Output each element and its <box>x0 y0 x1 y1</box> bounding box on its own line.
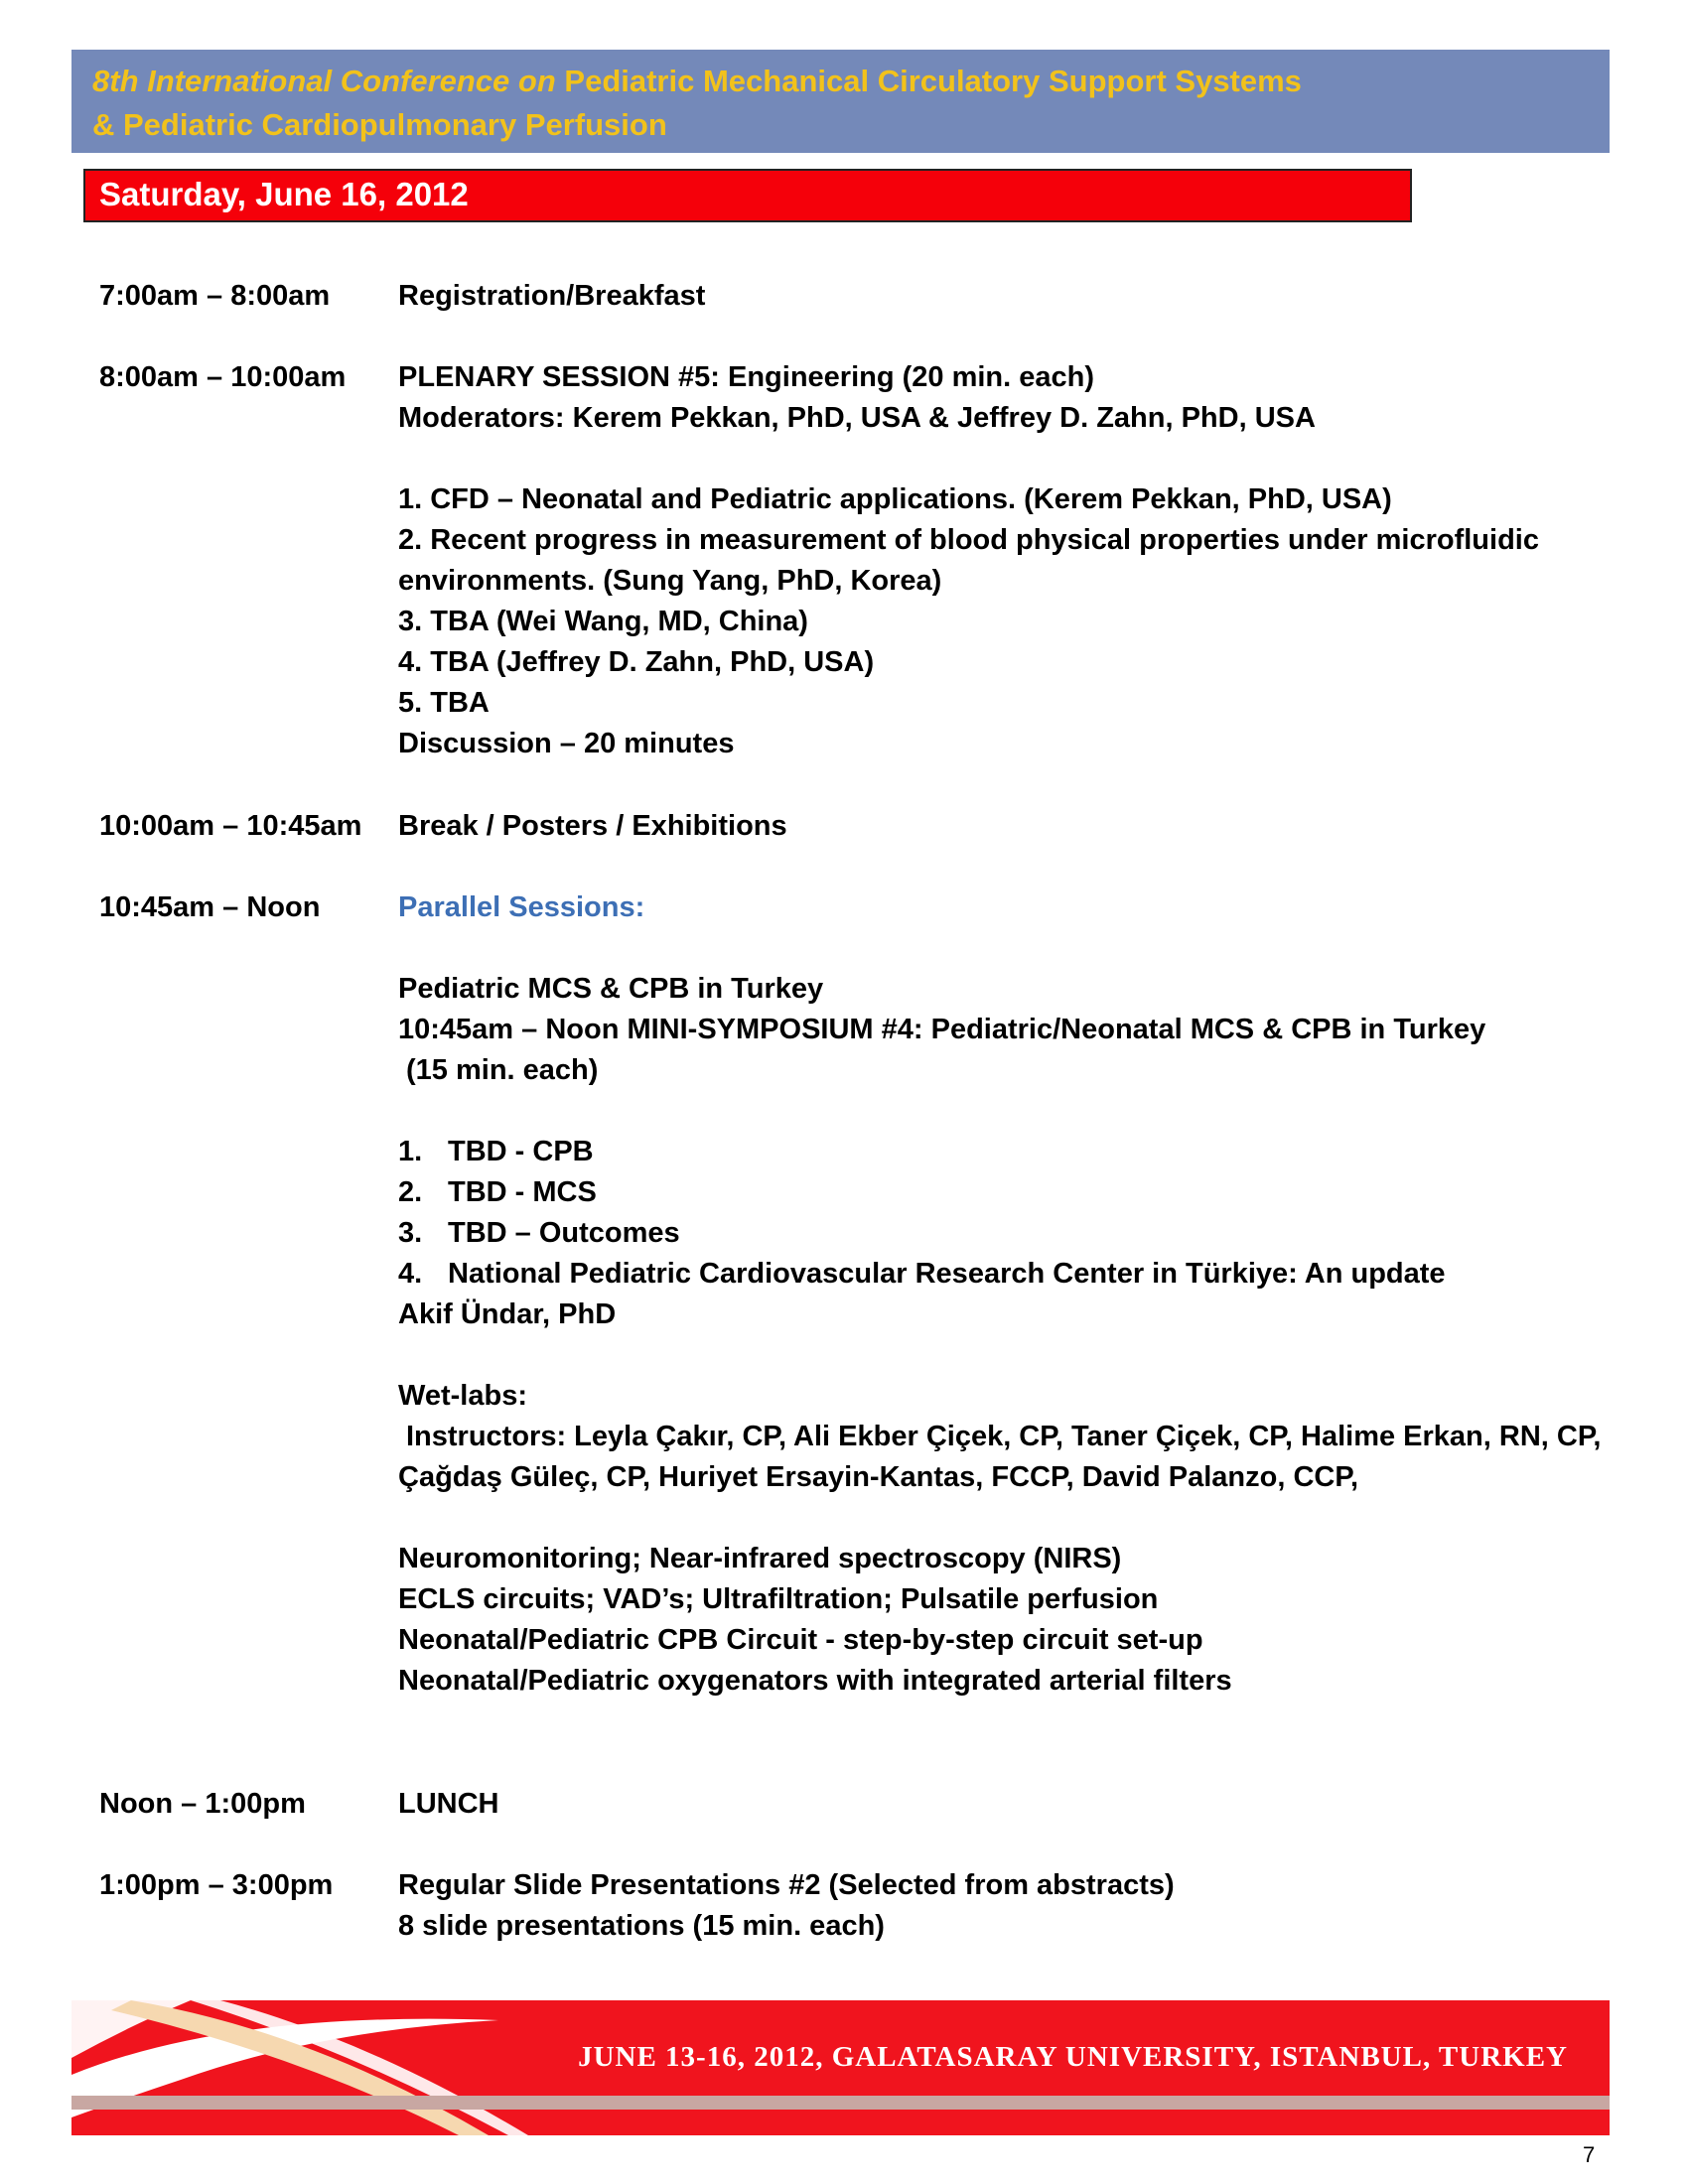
page-number: 7 <box>1583 2142 1596 2167</box>
speaker-name: Akif Ündar, PhD <box>398 1298 617 1330</box>
conference-header <box>71 50 1610 153</box>
session-time: 10:45am – Noon <box>99 891 321 923</box>
date-banner: Saturday, June 16, 2012 <box>83 169 1412 222</box>
parallel-sessions-heading: Parallel Sessions: <box>398 891 645 923</box>
session-description <box>398 357 1590 764</box>
session-description <box>398 276 1590 317</box>
session-note: 8 slide presentations (15 min. each) <box>398 1910 885 1942</box>
talk-item: 4. TBA (Jeffrey D. Zahn, PhD, USA) <box>398 646 875 678</box>
session-title: Regular Slide Presentations #2 (Selected from abstracts) <box>398 1869 1175 1901</box>
talk-item: 3. TBA (Wei Wang, MD, China) <box>398 606 808 637</box>
session-description <box>398 1784 1590 1825</box>
session-description <box>398 806 1590 847</box>
header-title-rest: Pediatric Mechanical Circulatory Support Systems <box>564 64 1302 98</box>
numbered-item: 2. TBD - MCS <box>398 1176 597 1208</box>
wetlab-topic: ECLS circuits; VAD’s; Ultrafiltration; Pulsatile perfusion <box>398 1583 1159 1615</box>
talk-item: 2. Recent progress in measurement of blood physical properties under microfluidic <box>398 524 1539 556</box>
instructors-line: Çağdaş Güleç, CP, Huriyet Ersayin-Kantas, FCCP, David Palanzo, CCP, <box>398 1461 1358 1493</box>
wetlabs-label: Wet-labs: <box>398 1380 527 1412</box>
wetlab-topic: Neuromonitoring; Near-infrared spectroscopy (NIRS) <box>398 1543 1122 1574</box>
session-time: 8:00am – 10:00am <box>99 361 347 393</box>
header-title-line1 <box>92 60 1610 103</box>
discussion-note: Discussion – 20 minutes <box>398 728 735 759</box>
instructors-line: Instructors: Leyla Çakır, CP, Ali Ekber Çiçek, CP, Taner Çiçek, CP, Halime Erkan, RN, CP, <box>406 1421 1602 1452</box>
header-title-italic: 8th International Conference on <box>92 64 556 98</box>
talk-item: environments. (Sung Yang, PhD, Korea) <box>398 565 942 597</box>
header-title-line2: & Pediatric Cardiopulmonary Perfusion <box>92 107 667 142</box>
talk-item: 1. CFD – Neonatal and Pediatric applications. (Kerem Pekkan, PhD, USA) <box>398 483 1392 515</box>
session-title: Registration/Breakfast <box>398 280 706 312</box>
talk-item: 5. TBA <box>398 687 490 719</box>
footer-stripe <box>71 2096 1610 2110</box>
numbered-item: 3. TBD – Outcomes <box>398 1217 680 1249</box>
session-title: LUNCH <box>398 1788 499 1820</box>
session-title: Break / Posters / Exhibitions <box>398 810 787 842</box>
session-time: 1:00pm – 3:00pm <box>99 1869 334 1901</box>
session-title: PLENARY SESSION #5: Engineering (20 min. each) <box>398 361 1095 393</box>
session-description <box>398 1865 1590 1947</box>
session-description <box>398 887 1602 1702</box>
session-time: 10:00am – 10:45am <box>99 810 362 842</box>
session-time: Noon – 1:00pm <box>99 1788 306 1820</box>
symposium-note: (15 min. each) <box>406 1054 599 1086</box>
conference-footer <box>71 2000 1610 2135</box>
symposium-title: 10:45am – Noon MINI-SYMPOSIUM #4: Pediatric/Neonatal MCS & CPB in Turkey <box>398 1014 1486 1045</box>
wetlab-topic: Neonatal/Pediatric oxygenators with integrated arterial filters <box>398 1665 1232 1697</box>
numbered-item: 4. National Pediatric Cardiovascular Research Center in Türkiye: An update <box>398 1258 1446 1290</box>
footer-event-details: JUNE 13-16, 2012, GALATASARAY UNIVERSITY, ISTANBUL, TURKEY <box>578 2041 1568 2073</box>
numbered-item: 1. TBD - CPB <box>398 1136 594 1167</box>
track-title: Pediatric MCS & CPB in Turkey <box>398 973 824 1005</box>
wetlab-topic: Neonatal/Pediatric CPB Circuit - step-by-step circuit set-up <box>398 1624 1203 1656</box>
session-time: 7:00am – 8:00am <box>99 280 331 312</box>
session-moderators: Moderators: Kerem Pekkan, PhD, USA & Jeffrey D. Zahn, PhD, USA <box>398 402 1316 434</box>
